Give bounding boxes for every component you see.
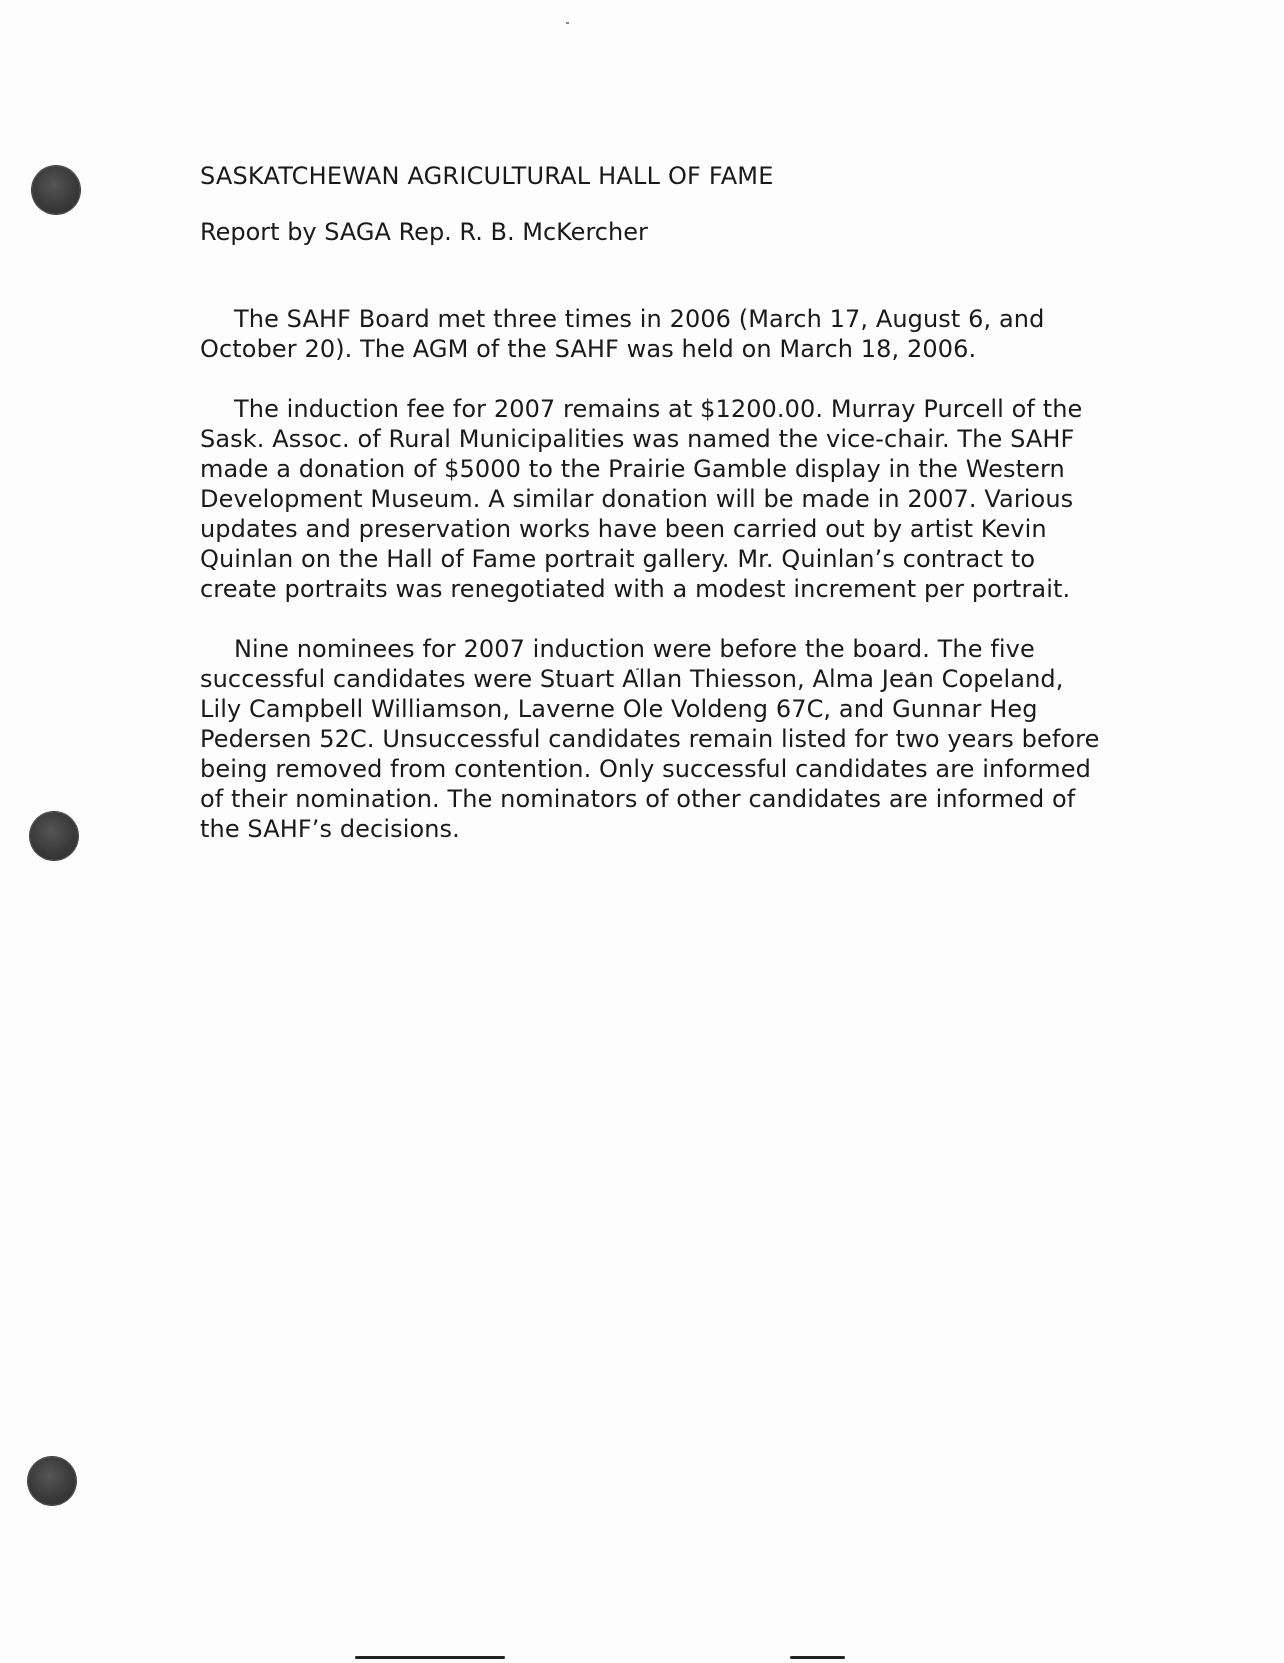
- document-body: [200, 160, 1110, 844]
- punch-hole-top: [32, 166, 80, 214]
- paragraph-board-meetings: The SAHF Board met three times in 2006 (March 17, August 6, and October 20). The AGM of the SAHF was held on March 18, 2006.: [200, 305, 1045, 363]
- punch-hole-middle: [30, 812, 78, 860]
- scan-edge-mark: [790, 1656, 845, 1659]
- paragraph-nominees: Nine nominees for 2007 induction were before the board. The five successful candidates were Stuart Allan Thiesson, Alma Jean Copeland, Lily Campbell Williamson, Laverne Ole Voldeng 67C, and Gunnar Heg Pedersen 52C. Unsuccessful candidates remain listed for two years before being removed from contention. Only successful candidates are informed of their nomination. The nominators of other candidates are informed of the SAHF’s decisions.: [200, 635, 1100, 843]
- document-title: SASKATCHEWAN AGRICULTURAL HALL OF FAME: [200, 162, 774, 190]
- punch-hole-bottom: [28, 1457, 76, 1505]
- document-subtitle: Report by SAGA Rep. R. B. McKercher: [200, 218, 648, 246]
- scan-edge-mark: [355, 1656, 505, 1659]
- scan-speck: [566, 22, 569, 24]
- paragraph-induction-fee: The induction fee for 2007 remains at $1200.00. Murray Purcell of the Sask. Assoc. of Rural Municipalities was named the vice-chair. The SAHF made a donation of $5000 to the Prairie Gamble display in the Western Development Museum. A similar donation will be made in 2007. Various updates and preservation works have been carried out by artist Kevin Quinlan on the Hall of Fame portrait gallery. Mr. Quinlan’s contract to create portraits was renegotiated with a modest increment per portrait.: [200, 395, 1083, 603]
